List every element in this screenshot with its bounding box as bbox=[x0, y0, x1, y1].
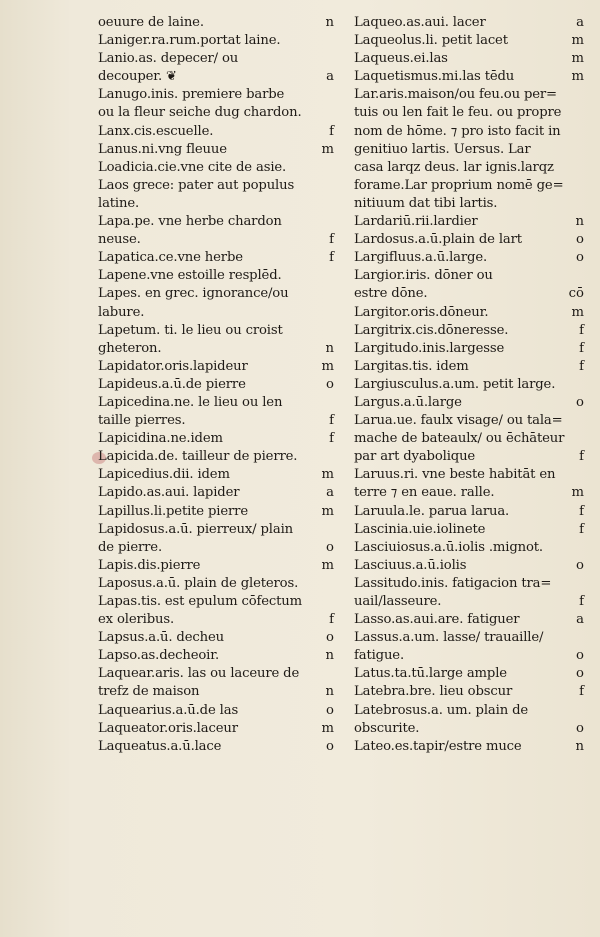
entry-text: Lanio.as. depecer/ ou bbox=[98, 51, 239, 67]
dictionary-line bbox=[98, 86, 334, 104]
dictionary-line bbox=[98, 104, 334, 122]
entry-text: Lapa.pe. vne herbe chardon bbox=[98, 214, 282, 230]
dictionary-line bbox=[98, 521, 334, 539]
entry-text: Lapido.as.aui. lapider bbox=[98, 485, 240, 501]
gender-mark: f bbox=[579, 684, 584, 700]
entry-text: Laqueo.as.aui. lacer bbox=[354, 15, 486, 30]
entry-text: Laposus.a.ū. plain de gleteros. bbox=[98, 575, 299, 591]
entry-text: Lascinia.uie.iolinete bbox=[354, 521, 486, 537]
entry-text: Lanugo.inis. premiere barbe bbox=[98, 87, 285, 103]
entry-text: Lapicidina.ne.idem bbox=[98, 431, 223, 447]
entry-text: gheteron. bbox=[98, 340, 162, 356]
gender-mark: n bbox=[325, 648, 334, 664]
entry-text: Lasso.as.aui.are. fatiguer bbox=[354, 612, 520, 628]
dictionary-line bbox=[354, 358, 584, 376]
dictionary-line bbox=[98, 665, 334, 683]
entry-text: Lapes. en grec. ignorance/ou bbox=[98, 286, 289, 302]
gender-mark: f bbox=[579, 594, 584, 609]
dictionary-line bbox=[98, 195, 334, 213]
dictionary-line bbox=[98, 738, 334, 756]
dictionary-line bbox=[354, 683, 584, 701]
entry-text: Lapideus.a.ū.de pierre bbox=[98, 376, 246, 392]
gender-mark: f bbox=[329, 612, 334, 628]
dictionary-line bbox=[98, 394, 334, 412]
entry-text: Largitudo.inis.largesse bbox=[354, 340, 505, 356]
dictionary-line bbox=[354, 593, 584, 611]
entry-text: taille pierres. bbox=[98, 413, 186, 429]
dictionary-line bbox=[354, 412, 584, 430]
gender-mark: m bbox=[571, 69, 584, 85]
entry-text: Largus.a.ū.large bbox=[354, 394, 462, 410]
gender-mark: n bbox=[325, 15, 334, 30]
dictionary-line bbox=[98, 466, 334, 484]
dictionary-line bbox=[98, 68, 334, 86]
gender-mark: m bbox=[321, 557, 334, 573]
dictionary-line bbox=[354, 521, 584, 539]
entry-text: Lapicida.de. tailleur de pierre. bbox=[98, 449, 298, 465]
entry-text: fatigue. bbox=[354, 648, 404, 664]
dictionary-line bbox=[98, 14, 334, 32]
gender-mark: o bbox=[576, 720, 584, 736]
gender-mark: o bbox=[576, 666, 584, 682]
dictionary-line bbox=[354, 304, 584, 322]
gender-mark: a bbox=[576, 15, 584, 30]
entry-text: Loadicia.cie.vne cite de asie. bbox=[98, 159, 287, 175]
entry-text: Largitrix.cis.dōneresse. bbox=[354, 322, 509, 338]
entry-text: Laniger.ra.rum.portat laine. bbox=[98, 33, 281, 49]
entry-text: casa larqz deus. lar ignis.larqz bbox=[354, 159, 554, 175]
dictionary-line bbox=[354, 141, 584, 159]
entry-text: ou la fleur seiche dug chardon. bbox=[98, 105, 302, 121]
dictionary-line bbox=[354, 213, 584, 231]
dictionary-line bbox=[98, 484, 334, 502]
dictionary-line bbox=[354, 340, 584, 358]
dictionary-line bbox=[98, 213, 334, 231]
gender-mark: f bbox=[329, 232, 334, 248]
dictionary-line bbox=[98, 720, 334, 738]
gender-mark: m bbox=[321, 141, 334, 157]
entry-text: Larua.ue. faulx visage/ ou tala= bbox=[354, 413, 563, 429]
entry-text: uail/lasseure. bbox=[354, 594, 442, 609]
dictionary-line bbox=[98, 629, 334, 647]
dictionary-line bbox=[98, 539, 334, 557]
gender-mark: cō bbox=[568, 286, 584, 302]
dictionary-line bbox=[354, 629, 584, 647]
dictionary-line bbox=[354, 539, 584, 557]
dictionary-line bbox=[354, 738, 584, 756]
dictionary-line bbox=[98, 141, 334, 159]
entry-text: Latus.ta.tū.large ample bbox=[354, 666, 507, 682]
dictionary-line bbox=[98, 177, 334, 195]
dictionary-line bbox=[354, 430, 584, 448]
entry-text: Laquetismus.mi.las tēdu bbox=[354, 69, 515, 85]
dictionary-line bbox=[98, 376, 334, 394]
dictionary-line bbox=[354, 86, 584, 104]
gender-mark: f bbox=[579, 340, 584, 356]
gender-mark: o bbox=[326, 376, 334, 392]
dictionary-line bbox=[98, 412, 334, 430]
dictionary-line bbox=[354, 665, 584, 683]
dictionary-line bbox=[98, 231, 334, 249]
dictionary-line bbox=[354, 267, 584, 285]
entry-text: Lapicedius.dii. idem bbox=[98, 467, 230, 483]
dictionary-line bbox=[354, 249, 584, 267]
entry-text: estre dōne. bbox=[354, 286, 428, 302]
entry-text: Laquearius.a.ū.de las bbox=[98, 702, 239, 718]
dictionary-line bbox=[98, 285, 334, 303]
gender-mark: n bbox=[325, 340, 334, 356]
dictionary-line bbox=[354, 32, 584, 50]
entry-text: Lapis.dis.pierre bbox=[98, 557, 201, 573]
entry-text: Laqueus.ei.las bbox=[354, 51, 448, 67]
entry-text: par art dyabolique bbox=[354, 449, 476, 465]
entry-text: Lassus.a.um. lasse/ trauaille/ bbox=[354, 630, 544, 646]
gender-mark: m bbox=[571, 304, 584, 320]
dictionary-line bbox=[354, 104, 584, 122]
dictionary-line bbox=[98, 340, 334, 358]
dictionary-line bbox=[98, 249, 334, 267]
dictionary-line bbox=[354, 611, 584, 629]
dictionary-line bbox=[98, 448, 334, 466]
entry-text: genitiuo lartis. Uersus. Lar bbox=[354, 141, 531, 157]
dictionary-line bbox=[98, 32, 334, 50]
entry-text: nom de hōme. ⁊ pro isto facit in bbox=[354, 123, 561, 139]
gender-mark: f bbox=[329, 413, 334, 429]
gender-mark: m bbox=[571, 33, 584, 49]
dictionary-line bbox=[98, 159, 334, 177]
gender-mark: f bbox=[579, 503, 584, 519]
dictionary-line bbox=[354, 466, 584, 484]
entry-text: Laqueatus.a.ū.lace bbox=[98, 738, 222, 754]
gender-mark: n bbox=[325, 684, 334, 700]
dictionary-line bbox=[354, 702, 584, 720]
entry-text: Lateo.es.tapir/estre muce bbox=[354, 738, 522, 754]
dictionary-line bbox=[98, 702, 334, 720]
dictionary-line bbox=[98, 647, 334, 665]
entry-text: terre ⁊ en eaue. ralle. bbox=[354, 485, 495, 501]
entry-text: Lapidosus.a.ū. pierreux/ plain bbox=[98, 521, 293, 537]
gender-mark: o bbox=[576, 232, 584, 248]
gender-mark: f bbox=[579, 322, 584, 338]
gender-mark: m bbox=[571, 51, 584, 67]
gender-mark: o bbox=[576, 648, 584, 664]
entry-text: Largifluus.a.ū.large. bbox=[354, 250, 488, 266]
gender-mark: a bbox=[576, 612, 584, 628]
gender-mark: o bbox=[576, 250, 584, 266]
gender-mark: n bbox=[575, 738, 584, 754]
entry-text: Lar.aris.maison/ou feu.ou per= bbox=[354, 87, 557, 103]
dictionary-line bbox=[98, 557, 334, 575]
dictionary-line bbox=[354, 123, 584, 141]
left-column bbox=[98, 14, 334, 756]
entry-text: Laqueolus.li. petit lacet bbox=[354, 33, 508, 49]
dictionary-line bbox=[98, 123, 334, 141]
entry-text: Lasciuiosus.a.ū.iolis .mignot. bbox=[354, 539, 543, 555]
entry-text: trefz de maison bbox=[98, 684, 200, 700]
dictionary-line bbox=[354, 647, 584, 665]
dictionary-line bbox=[354, 575, 584, 593]
gender-mark: f bbox=[329, 431, 334, 447]
entry-text: obscurite. bbox=[354, 720, 420, 736]
dictionary-line bbox=[98, 322, 334, 340]
entry-text: de pierre. bbox=[98, 539, 163, 555]
gender-mark: o bbox=[576, 557, 584, 573]
entry-text: labure. bbox=[98, 304, 145, 320]
entry-text: nitiuum dat tibi lartis. bbox=[354, 195, 498, 211]
entry-text: Laquear.aris. las ou laceure de bbox=[98, 666, 300, 682]
entry-text: Latebra.bre. lieu obscur bbox=[354, 684, 513, 700]
entry-text: Largitor.oris.dōneur. bbox=[354, 304, 489, 320]
gender-mark: m bbox=[321, 503, 334, 519]
entry-text: ex oleribus. bbox=[98, 612, 175, 628]
entry-text: Lassitudo.inis. fatigacion tra= bbox=[354, 575, 552, 591]
entry-text: latine. bbox=[98, 195, 140, 211]
entry-text: Lapso.as.decheoir. bbox=[98, 648, 219, 664]
gender-mark: o bbox=[576, 394, 584, 410]
dictionary-line bbox=[98, 430, 334, 448]
dictionary-line bbox=[354, 322, 584, 340]
entry-text: Lardariū.rii.lardier bbox=[354, 214, 478, 230]
entry-text: tuis ou len fait le feu. ou propre bbox=[354, 105, 562, 121]
gender-mark: f bbox=[579, 358, 584, 374]
right-column bbox=[354, 14, 584, 756]
entry-text: Lardosus.a.ū.plain de lart bbox=[354, 232, 522, 248]
dictionary-line bbox=[354, 285, 584, 303]
entry-text: Lapetum. ti. le lieu ou croist bbox=[98, 322, 283, 338]
gender-mark: m bbox=[321, 358, 334, 374]
entry-text: Latebrosus.a. um. plain de bbox=[354, 702, 529, 718]
dictionary-line bbox=[98, 593, 334, 611]
dictionary-line bbox=[354, 231, 584, 249]
entry-text: forame.Lar proprium nomē ge= bbox=[354, 177, 564, 193]
gender-mark: o bbox=[326, 702, 334, 718]
entry-text: decouper. ❦ bbox=[98, 69, 177, 85]
gender-mark: m bbox=[321, 467, 334, 483]
gender-mark: f bbox=[329, 250, 334, 266]
entry-text: Lapillus.li.petite pierre bbox=[98, 503, 248, 519]
dictionary-line bbox=[98, 50, 334, 68]
dictionary-line bbox=[98, 267, 334, 285]
gender-mark: m bbox=[321, 720, 334, 736]
gender-mark: n bbox=[575, 214, 584, 230]
dictionary-line bbox=[98, 575, 334, 593]
dictionary-line bbox=[354, 484, 584, 502]
dictionary-line bbox=[354, 720, 584, 738]
dictionary-line bbox=[354, 159, 584, 177]
entry-text: Largitas.tis. idem bbox=[354, 358, 469, 374]
entry-text: Laos grece: pater aut populus bbox=[98, 177, 295, 193]
dictionary-line bbox=[354, 68, 584, 86]
entry-text: Largiusculus.a.um. petit large. bbox=[354, 376, 556, 392]
entry-text: Laqueator.oris.laceur bbox=[98, 720, 238, 736]
gender-mark: o bbox=[326, 630, 334, 646]
entry-text: Lapas.tis. est epulum cōfectum bbox=[98, 594, 302, 609]
gender-mark: o bbox=[326, 539, 334, 555]
dictionary-line bbox=[354, 448, 584, 466]
dictionary-line bbox=[98, 503, 334, 521]
entry-text: Lanus.ni.vng fleuue bbox=[98, 141, 227, 157]
gender-mark: m bbox=[571, 485, 584, 501]
entry-text: Lanx.cis.escuelle. bbox=[98, 123, 214, 139]
gender-mark: f bbox=[579, 521, 584, 537]
entry-text: Laruula.le. parua larua. bbox=[354, 503, 510, 519]
dictionary-line bbox=[354, 177, 584, 195]
dictionary-line bbox=[354, 50, 584, 68]
entry-text: Laruus.ri. vne beste habitāt en bbox=[354, 467, 556, 483]
entry-text: mache de bateaulx/ ou ēchāteur bbox=[354, 431, 565, 447]
entry-text: neuse. bbox=[98, 232, 141, 248]
dictionary-line bbox=[354, 557, 584, 575]
dictionary-line bbox=[354, 14, 584, 32]
entry-text: Largior.iris. dōner ou bbox=[354, 268, 493, 284]
dictionary-line bbox=[354, 394, 584, 412]
dictionary-line bbox=[98, 683, 334, 701]
dictionary-line bbox=[98, 358, 334, 376]
dictionary-line bbox=[354, 376, 584, 394]
gender-mark: a bbox=[326, 69, 334, 85]
entry-text: Lapene.vne estoille resplēd. bbox=[98, 268, 282, 284]
entry-text: Lapatica.ce.vne herbe bbox=[98, 250, 243, 266]
entry-text: Lapsus.a.ū. decheu bbox=[98, 630, 224, 646]
entry-text: Lapidator.oris.lapideur bbox=[98, 358, 248, 374]
gender-mark: a bbox=[326, 485, 334, 501]
dictionary-line bbox=[98, 304, 334, 322]
dictionary-line bbox=[98, 611, 334, 629]
gender-mark: f bbox=[579, 449, 584, 465]
gender-mark: f bbox=[329, 123, 334, 139]
dictionary-line bbox=[354, 503, 584, 521]
gender-mark: o bbox=[326, 738, 334, 754]
entry-text: oeuure de laine. bbox=[98, 15, 204, 30]
dictionary-line bbox=[354, 195, 584, 213]
entry-text: Lapicedina.ne. le lieu ou len bbox=[98, 394, 283, 410]
entry-text: Lasciuus.a.ū.iolis bbox=[354, 557, 467, 573]
